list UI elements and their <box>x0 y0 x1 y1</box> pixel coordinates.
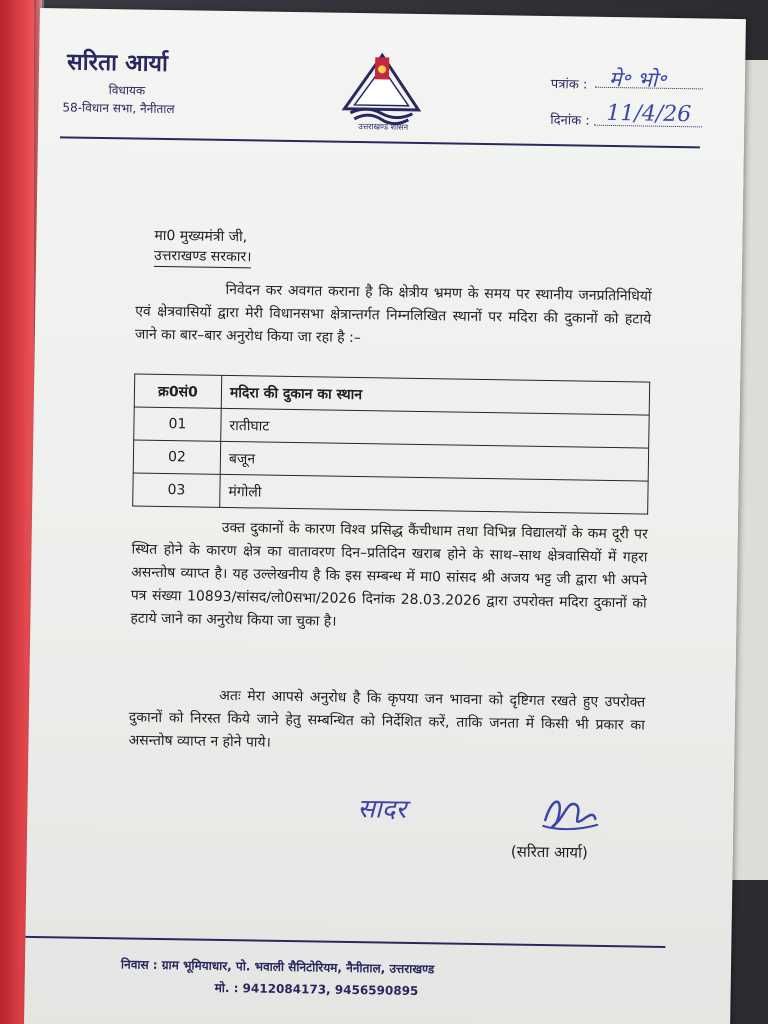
footer-address: निवास : ग्राम भूमियाधार, पो. भवाली सैनिटोरियम, नैनीताल, उत्तराखण्ड <box>120 957 435 977</box>
date-label: दिनांक : <box>550 113 590 129</box>
table-cell-place: रातीघाट <box>221 408 649 448</box>
table-row <box>133 473 648 514</box>
addressee-line-2: उत्तराखण्ड सरकार। <box>154 246 252 269</box>
table-cell-sn: 02 <box>133 440 221 474</box>
date-value: 11/4/26 <box>606 100 692 128</box>
footer-rule <box>25 936 665 948</box>
table-cell-sn: 03 <box>133 473 221 507</box>
header-rule <box>60 136 700 148</box>
table-header-sn: क्र0सं0 <box>134 374 222 408</box>
table-cell-sn: 01 <box>134 407 222 441</box>
letter-page <box>24 8 746 1024</box>
body-paragraph-1: निवेदन कर अवगत कराना है कि क्षेत्रीय भ्रमण के समय पर स्थानीय जनप्रतिनिधियों एवं क्षेत्रवासियों द्वारा मेरी विधानसभा क्षेत्रान्तर्गत निम्नलिखित स्थानों पर मदिरा की दुकानों को हटाये जाने का बार–बार अनुरोध किया जा रहा है :– <box>134 281 652 347</box>
letterhead-name: सरिता आर्या <box>66 49 169 78</box>
emblem-caption: उत्तराखण्ड शासन <box>358 122 409 132</box>
liquor-shop-table <box>132 374 650 515</box>
body-paragraph-2: उक्त दुकानों के कारण विश्व प्रसिद्ध कैंचीधाम तथा विभिन्न विद्यालयों के कम दूरी पर स्थित होने के कारण क्षेत्र का वातावरण दिन–प्रतिदिन खराब होने के साथ–साथ क्षेत्रवासियों में गहरा असन्तोष व्याप्त है। यह उल्लेखनीय है कि इस सम्बन्ध में मा0 सांसद श्री अजय भट्ट जी द्वारा भी अपने पत्र संख्या 10893/सांसद/लो0सभा/2026 दिनांक 28.03.2026 द्वारा उपरोक्त मदिरा दुकानों को हटाये जाने का अनुरोध किया जा चुका है। <box>130 519 648 630</box>
closing-note: सादर <box>357 794 407 825</box>
footer-phone: मो. : 9412084173, 9456590895 <box>214 980 419 999</box>
addressee-line-1: मा0 मुख्यमंत्री जी, <box>154 227 248 246</box>
table-cell-place: मंगोली <box>220 474 648 514</box>
letterhead-constituency: 58-विधान सभा, नैनीताल <box>62 100 175 117</box>
table-cell-place: बजून <box>220 441 648 481</box>
letterhead-role: विधायक <box>108 83 146 98</box>
signature-icon <box>537 790 602 835</box>
body-paragraph-3: अतः मेरा आपसे अनुरोध है कि कृपया जन भावना को दृष्टिगत रखते हुए उपरोक्त दुकानों को निरस्त किये जाने हेतु सम्बन्धित को निर्देशित करें, ताकि जनता में किसी भी प्रकार का असन्तोष व्याप्त न होने पाये। <box>128 687 646 751</box>
ref-label: पत्रांक : <box>550 77 588 93</box>
table-header-place: मदिरा की दुकान का स्थान <box>221 375 649 415</box>
ref-value: मे॰ भो॰ <box>608 66 667 92</box>
signatory-name: (सरिता आर्या) <box>510 842 588 862</box>
